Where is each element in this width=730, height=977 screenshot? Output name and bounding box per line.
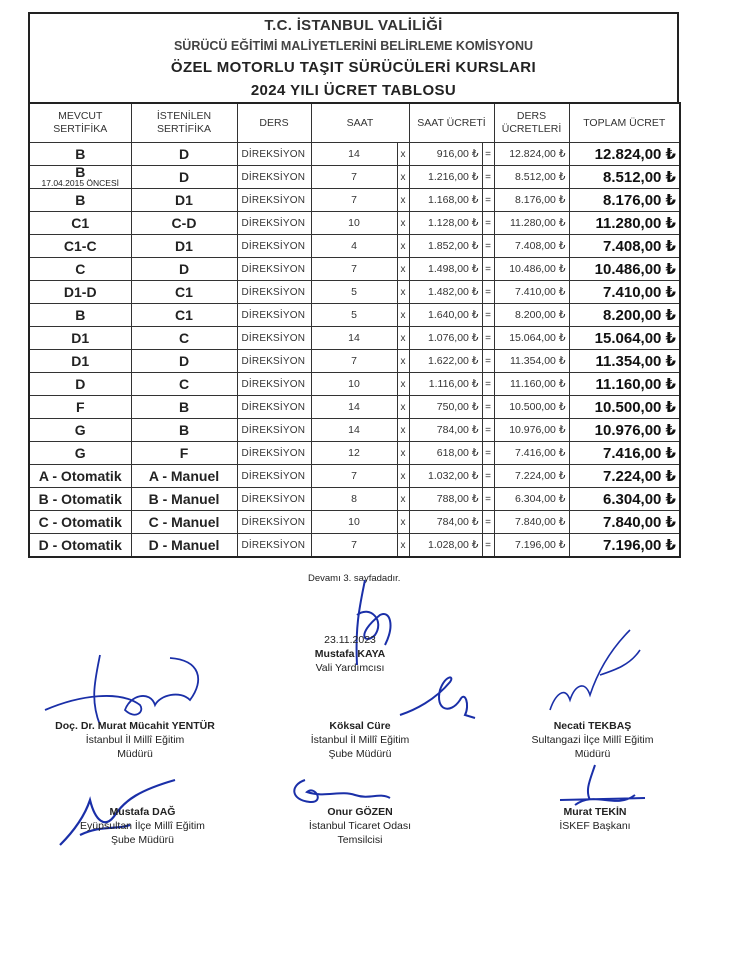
signatory-title: Müdürü bbox=[574, 748, 611, 760]
cell-saat-ucreti: 1.622,00 ₺ bbox=[409, 350, 482, 373]
col-header-ders-ucretleri: DERS ÜCRETLERİ bbox=[494, 103, 569, 143]
header-commission: SÜRÜCÜ EĞİTİMİ MALİYETLERİNİ BELİRLEME KOMİSYONU bbox=[173, 39, 534, 53]
cell-equals: = bbox=[482, 442, 494, 465]
cell-mevcut bbox=[29, 166, 131, 189]
table-row bbox=[29, 373, 680, 396]
cell-ders: DİREKSİYON bbox=[237, 189, 311, 212]
signatory-title: Şube Müdürü bbox=[328, 748, 392, 760]
cell-multiply: x bbox=[397, 488, 409, 511]
table-row bbox=[29, 419, 680, 442]
cell-mevcut: C bbox=[29, 258, 131, 281]
cell-istenilen: B bbox=[131, 396, 237, 419]
cell-ders-ucreti: 11.160,00 ₺ bbox=[494, 373, 569, 396]
signatory-cure bbox=[280, 719, 440, 761]
cell-istenilen: B - Manuel bbox=[131, 488, 237, 511]
header-subject: ÖZEL MOTORLU TAŞIT SÜRÜCÜLERİ KURSLARI bbox=[170, 59, 537, 76]
cell-equals: = bbox=[482, 488, 494, 511]
signature-tekbas-scrawl bbox=[540, 625, 650, 720]
cell-istenilen: C1 bbox=[131, 304, 237, 327]
cell-ders-ucreti: 8.512,00 ₺ bbox=[494, 166, 569, 189]
cell-mevcut: D bbox=[29, 373, 131, 396]
table-row bbox=[29, 511, 680, 534]
cell-ders-ucreti: 7.224,00 ₺ bbox=[494, 465, 569, 488]
cell-ders-ucreti: 7.416,00 ₺ bbox=[494, 442, 569, 465]
cell-equals: = bbox=[482, 258, 494, 281]
cell-toplam: 7.416,00 ₺ bbox=[569, 442, 680, 465]
cell-ders-ucreti: 15.064,00 ₺ bbox=[494, 327, 569, 350]
cell-istenilen: C bbox=[131, 327, 237, 350]
signatory-title: Temsilcisi bbox=[337, 834, 383, 846]
cell-multiply: x bbox=[397, 281, 409, 304]
cell-istenilen: F bbox=[131, 442, 237, 465]
cell-saat: 7 bbox=[311, 189, 397, 212]
col-header-ders: DERS bbox=[237, 103, 311, 143]
cell-saat: 10 bbox=[311, 373, 397, 396]
cell-equals: = bbox=[482, 350, 494, 373]
cell-multiply: x bbox=[397, 327, 409, 350]
cell-saat-ucreti: 1.498,00 ₺ bbox=[409, 258, 482, 281]
signatory-title: İstanbul İl Millî Eğitim bbox=[310, 734, 410, 746]
table-row bbox=[29, 350, 680, 373]
cell-multiply: x bbox=[397, 396, 409, 419]
col-header-istenilen: İSTENİLEN SERTİFİKA bbox=[131, 103, 237, 143]
cell-equals: = bbox=[482, 143, 494, 166]
table-body bbox=[29, 143, 680, 558]
col-header-toplam: TOPLAM ÜCRET bbox=[569, 103, 680, 143]
cell-ders-ucreti: 6.304,00 ₺ bbox=[494, 488, 569, 511]
table-row bbox=[29, 258, 680, 281]
table-row bbox=[29, 304, 680, 327]
mevcut-value: B bbox=[75, 164, 86, 180]
cell-ders: DİREKSİYON bbox=[237, 212, 311, 235]
signatory-name: Doç. Dr. Murat Mücahit YENTÜR bbox=[55, 720, 215, 732]
signatory-title: Vali Yardımcısı bbox=[315, 662, 385, 674]
cell-multiply: x bbox=[397, 534, 409, 558]
cell-equals: = bbox=[482, 189, 494, 212]
cell-mevcut: C - Otomatik bbox=[29, 511, 131, 534]
cell-mevcut: B - Otomatik bbox=[29, 488, 131, 511]
cell-multiply: x bbox=[397, 350, 409, 373]
cell-ders: DİREKSİYON bbox=[237, 327, 311, 350]
cell-saat-ucreti: 1.028,00 ₺ bbox=[409, 534, 482, 558]
cell-ders: DİREKSİYON bbox=[237, 258, 311, 281]
cell-multiply: x bbox=[397, 442, 409, 465]
cell-istenilen: D bbox=[131, 258, 237, 281]
cell-ders-ucreti: 11.354,00 ₺ bbox=[494, 350, 569, 373]
cell-saat: 14 bbox=[311, 419, 397, 442]
cell-istenilen: C1 bbox=[131, 281, 237, 304]
cell-saat: 7 bbox=[311, 465, 397, 488]
cell-multiply: x bbox=[397, 235, 409, 258]
cell-saat-ucreti: 1.116,00 ₺ bbox=[409, 373, 482, 396]
cell-saat: 10 bbox=[311, 212, 397, 235]
cell-toplam: 15.064,00 ₺ bbox=[569, 327, 680, 350]
cell-istenilen: C - Manuel bbox=[131, 511, 237, 534]
cell-ders: DİREKSİYON bbox=[237, 143, 311, 166]
signatory-title: İSKEF Başkanı bbox=[559, 820, 631, 832]
cell-ders: DİREKSİYON bbox=[237, 350, 311, 373]
signature-cure-scrawl bbox=[395, 670, 480, 725]
cell-equals: = bbox=[482, 373, 494, 396]
cell-multiply: x bbox=[397, 419, 409, 442]
cell-ders-ucreti: 12.824,00 ₺ bbox=[494, 143, 569, 166]
signatory-title: Şube Müdürü bbox=[110, 834, 175, 846]
cell-toplam: 7.196,00 ₺ bbox=[569, 534, 680, 558]
table-row bbox=[29, 235, 680, 258]
signatory-governor bbox=[285, 633, 415, 675]
signatory-title: İstanbul İl Millî Eğitim bbox=[85, 734, 185, 746]
cell-ders: DİREKSİYON bbox=[237, 373, 311, 396]
cell-saat: 8 bbox=[311, 488, 397, 511]
cell-equals: = bbox=[482, 235, 494, 258]
cell-saat: 7 bbox=[311, 534, 397, 558]
signatory-title: Eyüpsultan İlçe Millî Eğitim bbox=[80, 820, 205, 832]
signatory-name: Onur GÖZEN bbox=[327, 806, 393, 818]
cell-istenilen: C-D bbox=[131, 212, 237, 235]
cell-multiply: x bbox=[397, 304, 409, 327]
cell-ders: DİREKSİYON bbox=[237, 442, 311, 465]
cell-equals: = bbox=[482, 465, 494, 488]
cell-ders: DİREKSİYON bbox=[237, 304, 311, 327]
cell-mevcut: D1 bbox=[29, 350, 131, 373]
table-row bbox=[29, 212, 680, 235]
cell-saat: 4 bbox=[311, 235, 397, 258]
cell-saat: 5 bbox=[311, 304, 397, 327]
cell-toplam: 12.824,00 ₺ bbox=[569, 143, 680, 166]
cell-toplam: 8.200,00 ₺ bbox=[569, 304, 680, 327]
signatory-name: Köksal Cüre bbox=[329, 720, 391, 732]
col-header-saat-ucreti: SAAT ÜCRETİ bbox=[409, 103, 494, 143]
cell-toplam: 10.486,00 ₺ bbox=[569, 258, 680, 281]
table-row bbox=[29, 465, 680, 488]
signatory-title: Sultangazi İlçe Millî Eğitim bbox=[531, 734, 654, 746]
cell-istenilen: D1 bbox=[131, 235, 237, 258]
signature-yentur-scrawl bbox=[40, 650, 215, 730]
table-row bbox=[29, 166, 680, 189]
cell-mevcut: B bbox=[29, 304, 131, 327]
cell-istenilen: D bbox=[131, 143, 237, 166]
cell-saat-ucreti: 1.216,00 ₺ bbox=[409, 166, 482, 189]
signatory-tekbas bbox=[500, 719, 685, 761]
cell-ders-ucreti: 10.976,00 ₺ bbox=[494, 419, 569, 442]
cell-istenilen: B bbox=[131, 419, 237, 442]
cell-saat: 12 bbox=[311, 442, 397, 465]
signatory-name: Murat TEKİN bbox=[563, 806, 627, 818]
col-header-saat: SAAT bbox=[311, 103, 409, 143]
cell-toplam: 10.976,00 ₺ bbox=[569, 419, 680, 442]
signatory-title: İstanbul Ticaret Odası bbox=[308, 820, 412, 832]
cell-saat: 14 bbox=[311, 327, 397, 350]
cell-mevcut: F bbox=[29, 396, 131, 419]
cell-istenilen: A - Manuel bbox=[131, 465, 237, 488]
cell-ders-ucreti: 10.486,00 ₺ bbox=[494, 258, 569, 281]
cell-ders-ucreti: 8.176,00 ₺ bbox=[494, 189, 569, 212]
cell-toplam: 7.224,00 ₺ bbox=[569, 465, 680, 488]
table-row bbox=[29, 189, 680, 212]
cell-saat-ucreti: 1.076,00 ₺ bbox=[409, 327, 482, 350]
cell-saat-ucreti: 784,00 ₺ bbox=[409, 511, 482, 534]
cell-equals: = bbox=[482, 281, 494, 304]
cell-istenilen: C bbox=[131, 373, 237, 396]
header-table-title: 2024 YILI ÜCRET TABLOSU bbox=[250, 82, 457, 99]
table-row bbox=[29, 143, 680, 166]
cell-toplam: 7.408,00 ₺ bbox=[569, 235, 680, 258]
cell-saat-ucreti: 1.482,00 ₺ bbox=[409, 281, 482, 304]
cell-mevcut: B bbox=[29, 143, 131, 166]
cell-equals: = bbox=[482, 396, 494, 419]
cell-ders: DİREKSİYON bbox=[237, 235, 311, 258]
cell-toplam: 7.410,00 ₺ bbox=[569, 281, 680, 304]
cell-saat: 7 bbox=[311, 166, 397, 189]
cell-toplam: 8.176,00 ₺ bbox=[569, 189, 680, 212]
cell-toplam: 7.840,00 ₺ bbox=[569, 511, 680, 534]
cell-ders-ucreti: 7.408,00 ₺ bbox=[494, 235, 569, 258]
cell-ders-ucreti: 8.200,00 ₺ bbox=[494, 304, 569, 327]
cell-equals: = bbox=[482, 327, 494, 350]
cell-saat: 14 bbox=[311, 143, 397, 166]
cell-toplam: 10.500,00 ₺ bbox=[569, 396, 680, 419]
cell-saat-ucreti: 916,00 ₺ bbox=[409, 143, 482, 166]
cell-mevcut: C1 bbox=[29, 212, 131, 235]
cell-mevcut: G bbox=[29, 419, 131, 442]
cell-toplam: 8.512,00 ₺ bbox=[569, 166, 680, 189]
cell-saat-ucreti: 750,00 ₺ bbox=[409, 396, 482, 419]
cell-multiply: x bbox=[397, 143, 409, 166]
cell-saat-ucreti: 1.128,00 ₺ bbox=[409, 212, 482, 235]
cell-equals: = bbox=[482, 419, 494, 442]
signatory-name: Mustafa KAYA bbox=[314, 648, 386, 660]
cell-equals: = bbox=[482, 212, 494, 235]
cell-ders: DİREKSİYON bbox=[237, 488, 311, 511]
table-row bbox=[29, 281, 680, 304]
signatory-dag bbox=[55, 805, 230, 847]
cell-multiply: x bbox=[397, 189, 409, 212]
cell-mevcut: D1 bbox=[29, 327, 131, 350]
cell-saat: 14 bbox=[311, 396, 397, 419]
header-institution: T.C. İSTANBUL VALİLİĞİ bbox=[264, 17, 443, 34]
cell-toplam: 11.280,00 ₺ bbox=[569, 212, 680, 235]
cell-istenilen: D1 bbox=[131, 189, 237, 212]
cell-mevcut: D - Otomatik bbox=[29, 534, 131, 558]
cell-saat: 7 bbox=[311, 258, 397, 281]
cell-multiply: x bbox=[397, 511, 409, 534]
cell-multiply: x bbox=[397, 166, 409, 189]
cell-equals: = bbox=[482, 511, 494, 534]
table-row bbox=[29, 534, 680, 558]
cell-equals: = bbox=[482, 166, 494, 189]
cell-mevcut: A - Otomatik bbox=[29, 465, 131, 488]
col-header-mevcut: MEVCUT SERTİFİKA bbox=[29, 103, 131, 143]
cell-equals: = bbox=[482, 534, 494, 558]
cell-ders-ucreti: 7.840,00 ₺ bbox=[494, 511, 569, 534]
cell-ders: DİREKSİYON bbox=[237, 465, 311, 488]
cell-saat: 10 bbox=[311, 511, 397, 534]
signatory-name: Mustafa DAĞ bbox=[109, 806, 176, 818]
cell-equals: = bbox=[482, 304, 494, 327]
table-row bbox=[29, 442, 680, 465]
cell-istenilen: D bbox=[131, 350, 237, 373]
table-header-row bbox=[29, 103, 680, 143]
cell-ders: DİREKSİYON bbox=[237, 396, 311, 419]
signature-date: 23.11.2023 bbox=[324, 634, 376, 646]
cell-ders-ucreti: 10.500,00 ₺ bbox=[494, 396, 569, 419]
cell-saat: 5 bbox=[311, 281, 397, 304]
continuation-note: Devamı 3. sayfadadır. bbox=[308, 573, 401, 584]
cell-mevcut: D1-D bbox=[29, 281, 131, 304]
signatory-name: Necati TEKBAŞ bbox=[553, 720, 632, 732]
cell-mevcut: C1-C bbox=[29, 235, 131, 258]
fee-table bbox=[28, 102, 681, 558]
cell-saat-ucreti: 1.032,00 ₺ bbox=[409, 465, 482, 488]
cell-saat-ucreti: 1.852,00 ₺ bbox=[409, 235, 482, 258]
signatory-tekin bbox=[520, 805, 670, 833]
cell-saat-ucreti: 784,00 ₺ bbox=[409, 419, 482, 442]
cell-ders: DİREKSİYON bbox=[237, 419, 311, 442]
cell-saat: 7 bbox=[311, 350, 397, 373]
table-row bbox=[29, 488, 680, 511]
cell-saat-ucreti: 788,00 ₺ bbox=[409, 488, 482, 511]
cell-saat-ucreti: 618,00 ₺ bbox=[409, 442, 482, 465]
cell-istenilen: D - Manuel bbox=[131, 534, 237, 558]
table-row bbox=[29, 396, 680, 419]
cell-multiply: x bbox=[397, 465, 409, 488]
document-header bbox=[28, 12, 679, 102]
cell-saat-ucreti: 1.168,00 ₺ bbox=[409, 189, 482, 212]
fee-document bbox=[28, 12, 679, 558]
signatory-gozen bbox=[285, 805, 435, 847]
cell-ders: DİREKSİYON bbox=[237, 534, 311, 558]
cell-mevcut: B bbox=[29, 189, 131, 212]
cell-multiply: x bbox=[397, 258, 409, 281]
cell-saat-ucreti: 1.640,00 ₺ bbox=[409, 304, 482, 327]
table-row bbox=[29, 327, 680, 350]
cell-ders: DİREKSİYON bbox=[237, 166, 311, 189]
signatory-yentur bbox=[10, 719, 260, 761]
cell-toplam: 11.160,00 ₺ bbox=[569, 373, 680, 396]
cell-istenilen: D bbox=[131, 166, 237, 189]
mevcut-note: 17.04.2015 ÖNCESİ bbox=[41, 178, 119, 188]
cell-ders: DİREKSİYON bbox=[237, 511, 311, 534]
cell-toplam: 6.304,00 ₺ bbox=[569, 488, 680, 511]
cell-multiply: x bbox=[397, 373, 409, 396]
cell-ders-ucreti: 11.280,00 ₺ bbox=[494, 212, 569, 235]
cell-mevcut: G bbox=[29, 442, 131, 465]
cell-ders: DİREKSİYON bbox=[237, 281, 311, 304]
cell-multiply: x bbox=[397, 212, 409, 235]
cell-toplam: 11.354,00 ₺ bbox=[569, 350, 680, 373]
cell-ders-ucreti: 7.196,00 ₺ bbox=[494, 534, 569, 558]
cell-ders-ucreti: 7.410,00 ₺ bbox=[494, 281, 569, 304]
signatory-title: Müdürü bbox=[117, 748, 153, 760]
